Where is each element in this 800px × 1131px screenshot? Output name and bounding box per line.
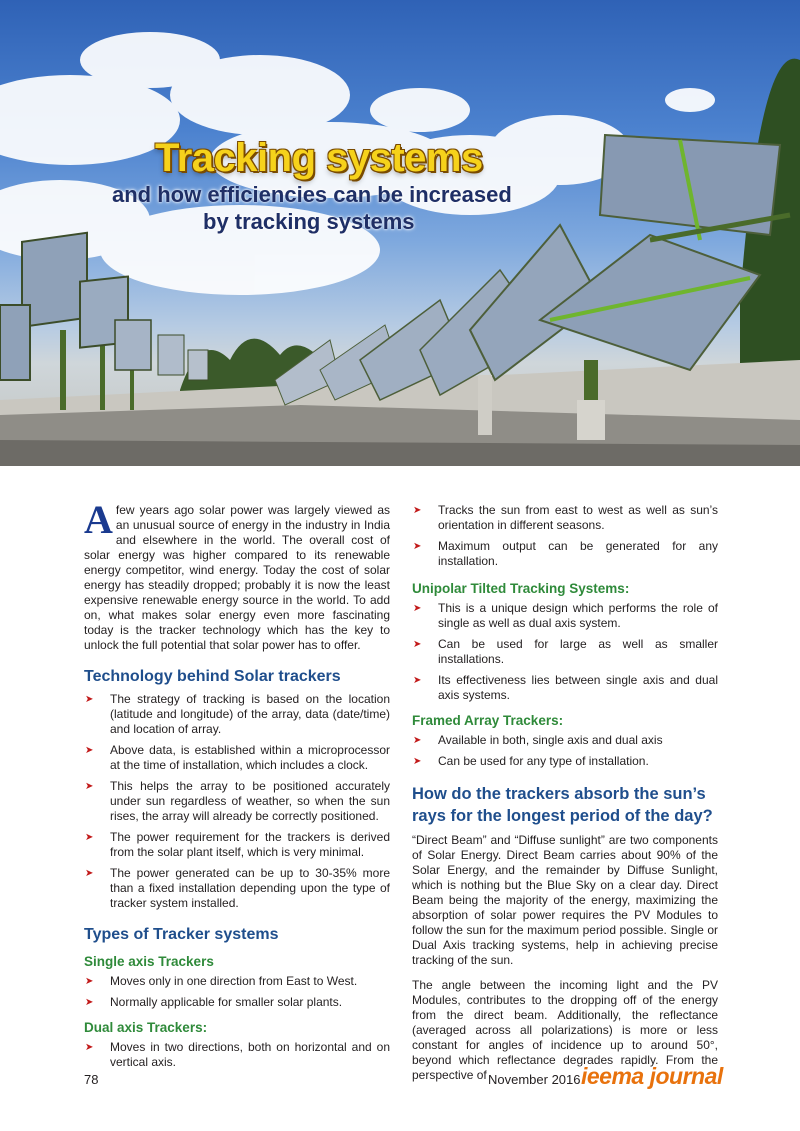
article-subtitle-line-1: and how efficiencies can be increased	[112, 182, 512, 207]
technology-list	[84, 692, 390, 911]
drop-cap: A	[84, 497, 113, 542]
dual-axis-list-part-1	[84, 1040, 390, 1070]
single-axis-heading: Single axis Trackers	[84, 954, 214, 969]
list-item: ➤ The strategy of tracking is based on the location (latitude and longitude) of the array, data (date/time) and location of array.	[84, 692, 390, 737]
list-item: ➤ The power requirement for the trackers is derived from the solar plant itself, which is very minimal.	[84, 830, 390, 860]
list-item: ➤ Can be used for large as well as smaller installations.	[412, 637, 718, 667]
list-item: ➤ Tracks the sun from east to west as well as sun’s orientation in different seasons.	[412, 503, 718, 533]
list-item: ➤ Moves only in one direction from East to West.	[84, 974, 390, 989]
list-item: ➤ Its effectiveness lies between single axis and dual axis systems.	[412, 673, 718, 703]
article-title: Tracking systems	[155, 136, 483, 180]
unipolar-heading: Unipolar Tilted Tracking Systems:	[412, 581, 630, 596]
list-item: ➤ The power generated can be up to 30-35% more than a fixed installation depending upon the type of tracker system installed.	[84, 866, 390, 911]
list-item: ➤ This helps the array to be positioned accurately under sun regardless of weather, so when the sun rises, the array will already be correctly positioned.	[84, 779, 390, 824]
article-subtitle-line-2: by tracking systems	[203, 209, 415, 234]
page-number: 78	[84, 1072, 99, 1087]
hero-image	[0, 0, 800, 466]
list-item: ➤ Can be used for any type of installation.	[412, 754, 718, 769]
single-axis-list	[84, 974, 390, 1010]
issue-date: November 2016	[488, 1072, 581, 1087]
list-item: ➤ Moves in two directions, both on horizontal and on vertical axis.	[84, 1040, 390, 1070]
list-item: ➤ Maximum output can be generated for any installation.	[412, 539, 718, 569]
list-item: ➤ This is a unique design which performs the role of single as well as dual axis system.	[412, 601, 718, 631]
list-item: ➤ Available in both, single axis and dual axis	[412, 733, 718, 748]
dual-axis-list-part-2	[412, 503, 718, 569]
intro-paragraph	[84, 497, 390, 653]
absorb-paragraph-1: “Direct Beam” and “Diffuse sunlight” are two components of Solar Energy. Direct Beam carries about 90% of the Solar Energy, and the remainder by Diffuse Sunlight, which is nothing but the Blue Sky on a clear day. Direct Beam being the majority of the energy, maximizing the absorption of solar power requires the PV Modules to follow the sun for the maximum period possible. Single or Dual Axis tracking systems, help in achieving precise tracking of the sun.	[412, 833, 718, 967]
absorb-heading: How do the trackers absorb the sun’s rays for the longest period of the day?	[412, 785, 713, 825]
left-column	[84, 497, 390, 1076]
framed-array-list	[412, 733, 718, 769]
list-item: ➤ Above data, is established within a microprocessor at the time of installation, which includes a clock.	[84, 743, 390, 773]
intro-text: few years ago solar power was largely viewed as an unusual source of energy in the industry in India and elsewhere in the world. The overall cost of solar energy was higher compared to its renewable energy competitor, wind energy. Today the cost of solar energy has steadily dropped; probably it is now the least expensive renewable energy source in the world. To add on, what makes solar energy even more fascinating today is the tracker technology which has the key to unlock the full potential that solar power has to offer.	[84, 503, 390, 652]
absorb-paragraph-2: The angle between the incoming light and the PV Modules, contributes to the dropping off of the energy from the direct beam. Additionally, the reflectance (averaged across all polarizations) is more or less constant for angles of incidence up to around 50°, beyond which reflectance degrades rapidly. From the perspective of	[412, 978, 718, 1082]
list-item: ➤ Normally applicable for smaller solar plants.	[84, 995, 390, 1010]
technology-heading: Technology behind Solar trackers	[84, 668, 341, 685]
framed-array-heading: Framed Array Trackers:	[412, 713, 564, 728]
unipolar-list	[412, 601, 718, 703]
journal-logo: ieema journal	[581, 1063, 723, 1089]
dual-axis-heading: Dual axis Trackers:	[84, 1020, 208, 1035]
right-column	[412, 503, 718, 1093]
types-heading: Types of Tracker systems	[84, 926, 279, 943]
